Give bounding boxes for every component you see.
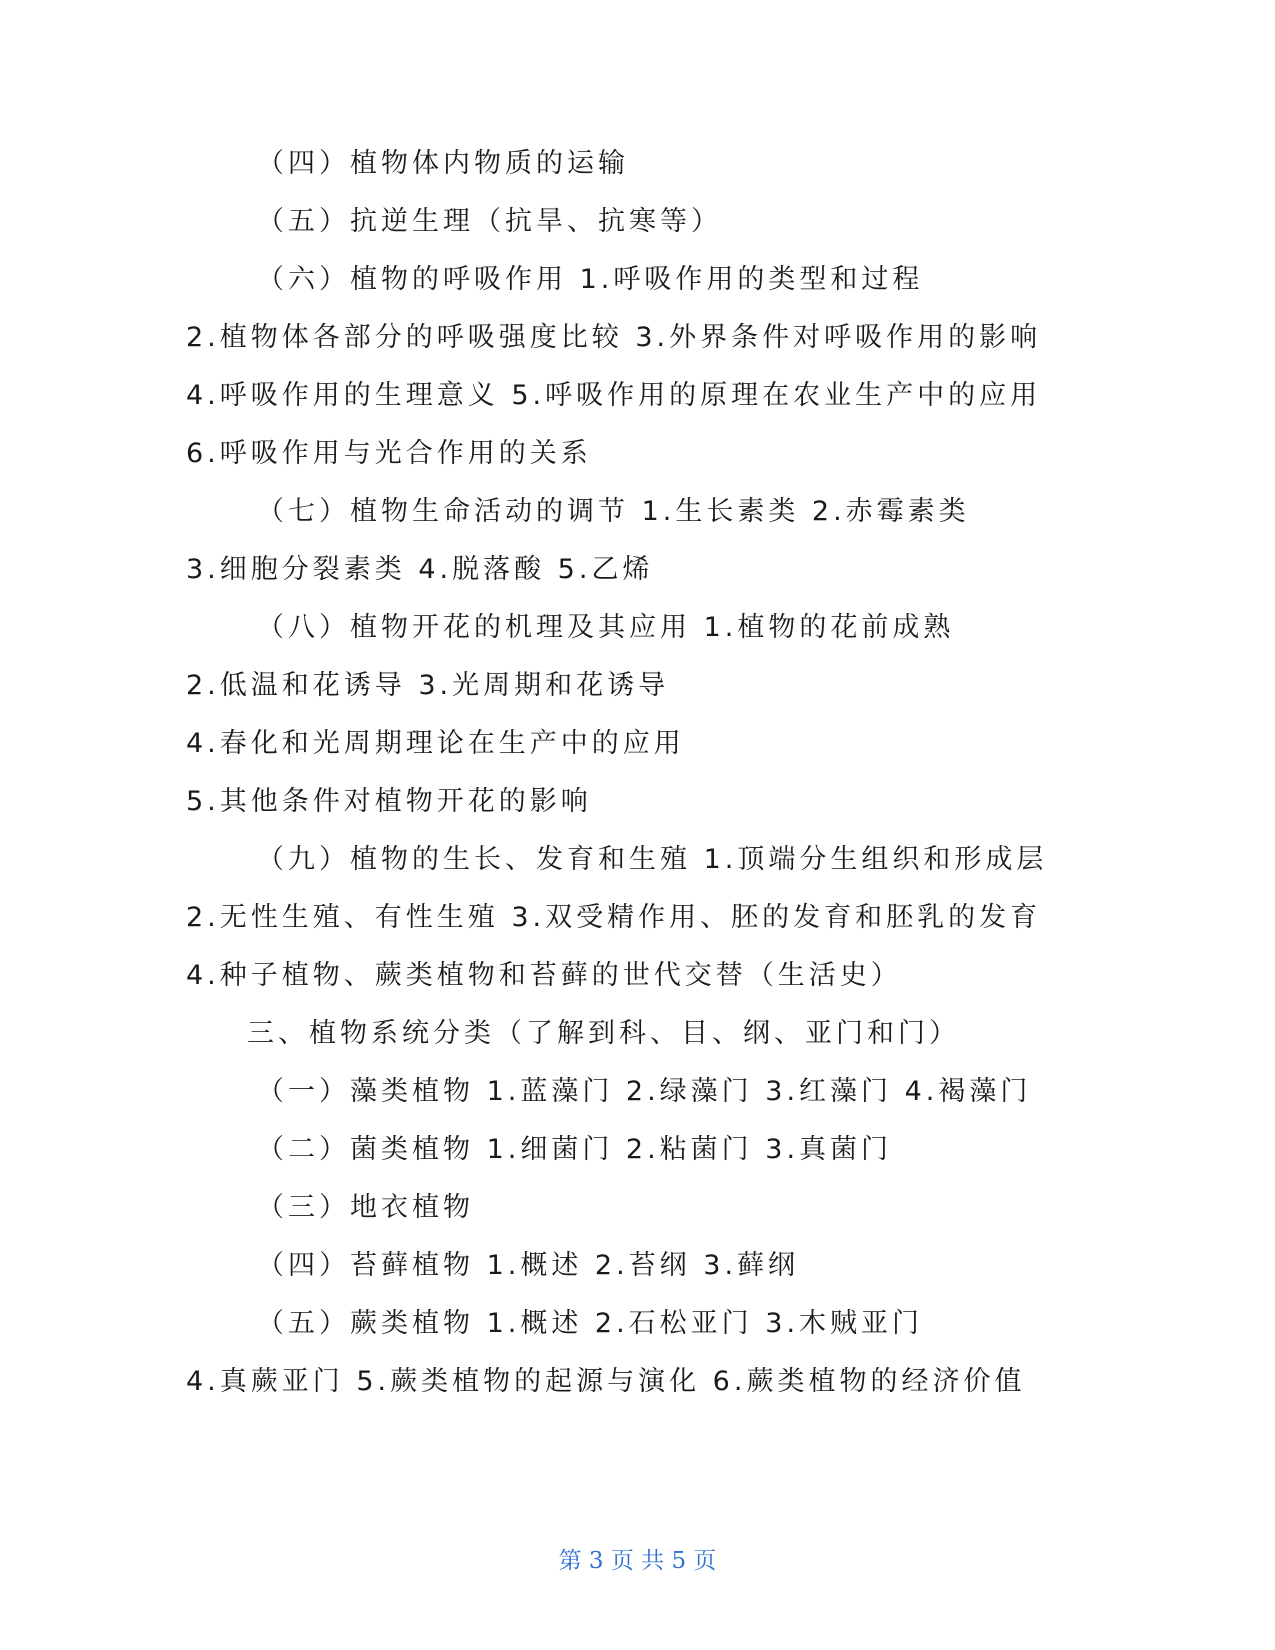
text-line: 3.细胞分裂素类 4.脱落酸 5.乙烯	[186, 554, 654, 585]
text-line: 2.无性生殖、有性生殖 3.双受精作用、胚的发育和胚乳的发育	[186, 902, 1042, 933]
text-line: （三）地衣植物	[257, 1192, 474, 1223]
text-line: 6.呼吸作用与光合作用的关系	[186, 438, 592, 469]
text-line: （六）植物的呼吸作用 1.呼吸作用的类型和过程	[257, 264, 924, 295]
text-line: 4.种子植物、蕨类植物和苔藓的世代交替（生活史）	[186, 960, 902, 991]
text-line: （九）植物的生长、发育和生殖 1.顶端分生组织和形成层	[257, 844, 1048, 875]
text-line: 2.低温和花诱导 3.光周期和花诱导	[186, 670, 670, 701]
text-line: （八）植物开花的机理及其应用 1.植物的花前成熟	[257, 612, 955, 643]
text-line: 4.春化和光周期理论在生产中的应用	[186, 728, 685, 759]
text-line: （四）苔藓植物 1.概述 2.苔纲 3.藓纲	[257, 1250, 800, 1281]
text-line: 2.植物体各部分的呼吸强度比较 3.外界条件对呼吸作用的影响	[186, 322, 1042, 353]
page-number: 第 3 页 共 5 页	[558, 1548, 717, 1574]
text-line: 5.其他条件对植物开花的影响	[186, 786, 592, 817]
text-line: （五）抗逆生理（抗旱、抗寒等）	[257, 206, 722, 237]
section-heading: 三、植物系统分类（了解到科、目、纲、亚门和门）	[247, 1018, 960, 1049]
text-line: 4.呼吸作用的生理意义 5.呼吸作用的原理在农业生产中的应用	[186, 380, 1042, 411]
text-line: （二）菌类植物 1.细菌门 2.粘菌门 3.真菌门	[257, 1134, 893, 1165]
text-line: 4.真蕨亚门 5.蕨类植物的起源与演化 6.蕨类植物的经济价值	[186, 1366, 1026, 1397]
text-line: （七）植物生命活动的调节 1.生长素类 2.赤霉素类	[257, 496, 970, 527]
text-line: （五）蕨类植物 1.概述 2.石松亚门 3.木贼亚门	[257, 1308, 924, 1339]
text-line: （四）植物体内物质的运输	[257, 148, 629, 179]
text-line: （一）藻类植物 1.蓝藻门 2.绿藻门 3.红藻门 4.褐藻门	[257, 1076, 1032, 1107]
